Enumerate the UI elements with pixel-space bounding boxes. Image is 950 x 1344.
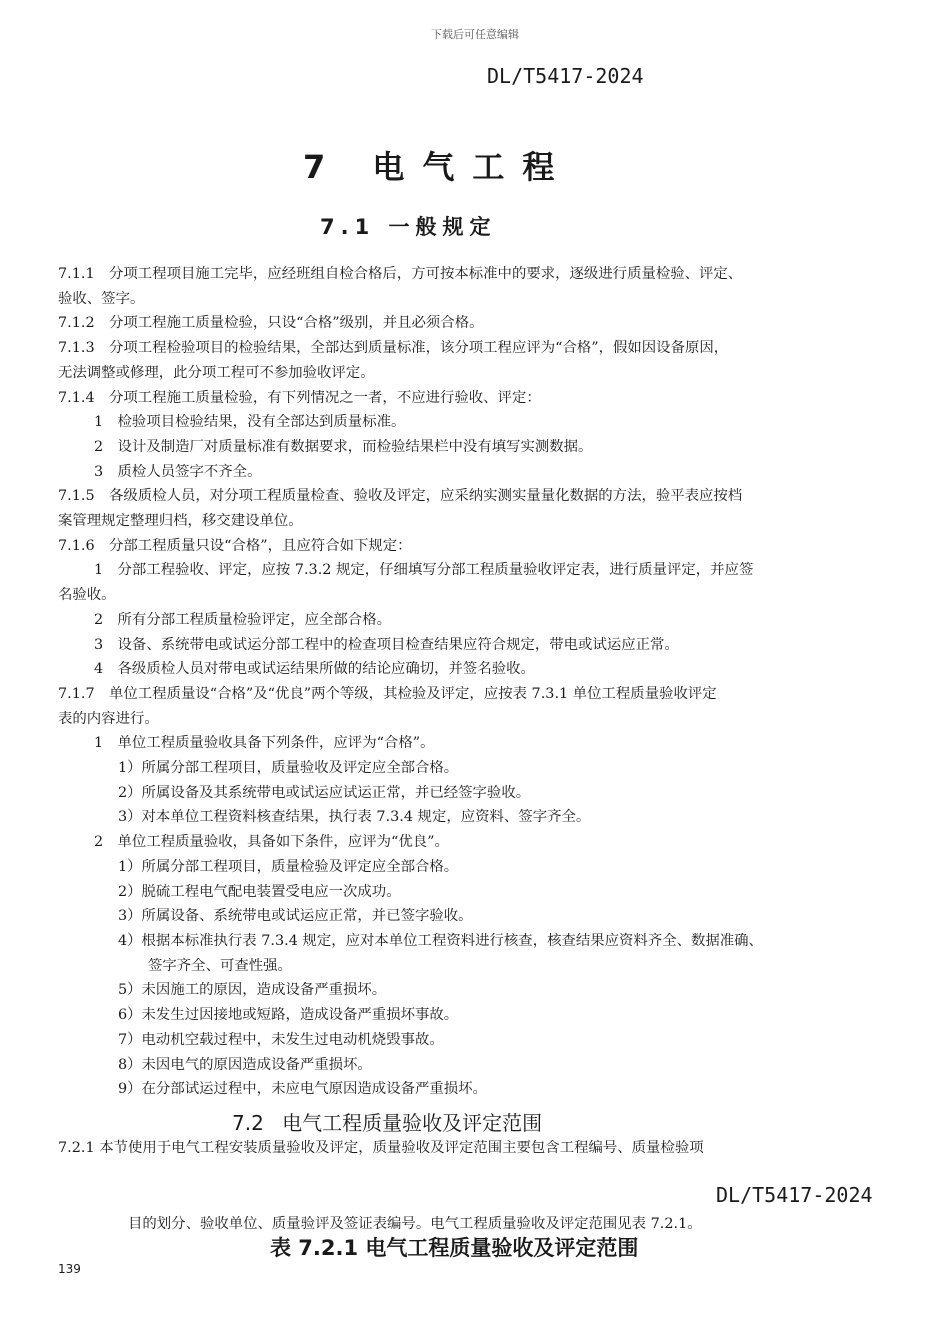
body-line: 7.1.4 分项工程施工质量检验，有下列情况之一者，不应进行验收、评定： [58, 389, 541, 406]
body-line: 5）未因施工的原因，造成设备严重损坏。 [118, 982, 387, 999]
body-line: 验收、签字。 [58, 290, 145, 307]
body-line: 6）未发生过因接地或短路，造成设备严重损坏事故。 [118, 1007, 459, 1024]
paragraph-7-2-1: 7.2.1 本节使用于电气工程安装质量验收及评定，质量验收及评定范围主要包含工程编号、质量检验项 [58, 1140, 704, 1156]
document-code-header: DL/T5417-2024 [487, 64, 644, 88]
body-line: 1 单位工程质量验收具备下列条件，应评为“合格”。 [94, 735, 435, 752]
body-line: 案管理规定整理归档，移交建设单位。 [58, 513, 303, 530]
table-title: 表 7.2.1 电气工程质量验收及评定范围 [270, 1236, 639, 1260]
body-line: 2）脱硫工程电气配电装置受电应一次成功。 [118, 883, 401, 900]
body-line: 1）所属分部工程项目，质量检验及评定应全部合格。 [118, 858, 459, 875]
body-line: 3 质检人员签字不齐全。 [94, 463, 262, 480]
body-line: 3）对本单位工程资料核查结果，执行表 7.3.4 规定，应资料、签字齐全。 [118, 809, 591, 826]
body-line: 2 所有分部工程质量检验评定，应全部合格。 [94, 611, 391, 628]
page-number: 139 [58, 1262, 81, 1276]
body-line: 7）电动机空载过程中，未发生过电动机烧毁事故。 [118, 1031, 444, 1048]
body-line: 1 检验项目检验结果，没有全部达到质量标准。 [94, 414, 406, 431]
body-line: 7.1.7 单位工程质量设“合格”及“优良”两个等级，其检验及评定，应按表 7.3.1 单位工程质量验收评定 [58, 685, 717, 702]
body-line: 3）所属设备、系统带电或试运应正常，并已签字验收。 [118, 908, 473, 925]
watermark-text: 下载后可任意编辑 [431, 28, 519, 41]
section-title-7-2: 7.2 电气工程质量验收及评定范围 [232, 1111, 543, 1135]
body-line: 7.1.5 各级质检人员，对分项工程质量检查、验收及评定，应采纳实测实量量化数据的方法，验平表应按档 [58, 488, 743, 505]
document-code-footer: DL/T5417-2024 [716, 1183, 873, 1207]
body-line: 7.1.1 分项工程项目施工完毕，应经班组自检合格后，方可按本标准中的要求，逐级进行质量检验、评定、 [58, 266, 743, 282]
body-line: 9）在分部试运过程中，未应电气原因造成设备严重损坏。 [118, 1081, 487, 1098]
body-line: 2 设计及制造厂对质量标准有数据要求，而检验结果栏中没有填写实测数据。 [94, 438, 593, 455]
paragraph-continuation: 目的划分、验收单位、质量验评及签证表编号。电气工程质量验收及评定范围见表 7.2.1。 [128, 1216, 702, 1232]
body-line: 无法调整或修理，此分项工程可不参加验收评定。 [58, 364, 375, 381]
body-line: 3 设备、系统带电或试运分部工程中的检查项目检查结果应符合规定，带电或试运应正常。 [94, 636, 679, 653]
body-text [58, 262, 898, 1102]
section-title-7-1: 7.1 一般规定 [320, 215, 497, 239]
body-line: 签字齐全、可查性强。 [148, 957, 292, 974]
body-line: 7.1.3 分项工程检验项目的检验结果，全部达到质量标准，该分项工程应评为“合格”，假如因设备原因， [58, 340, 729, 357]
chapter-title: 7 电气工程 [303, 148, 573, 186]
body-line: 表的内容进行。 [58, 710, 159, 727]
body-line: 名验收。 [58, 587, 116, 604]
body-line: 1）所属分部工程项目，质量验收及评定应全部合格。 [118, 760, 459, 777]
body-line: 2 单位工程质量验收，具备如下条件，应评为“优良”。 [94, 834, 449, 851]
body-line: 7.1.2 分项工程施工质量检验，只设“合格”级别，并且必须合格。 [58, 315, 484, 332]
body-line: 1 分部工程验收、评定，应按 7.3.2 规定，仔细填写分部工程质量验收评定表，进行质量评定，并应签 [94, 562, 754, 579]
body-line: 7.1.6 分部工程质量只设“合格”，且应符合如下规定： [58, 537, 412, 554]
body-line: 4 各级质检人员对带电或试运结果所做的结论应确切，并签名验收。 [94, 661, 535, 678]
body-line: 4）根据本标准执行表 7.3.4 规定，应对本单位工程资料进行核查，核查结果应资料齐全、数据准确、 [118, 932, 763, 949]
body-line: 2）所属设备及其系统带电或试运应试运正常，并已经签字验收。 [118, 784, 531, 801]
body-line: 8）未因电气的原因造成设备严重损坏。 [118, 1056, 372, 1073]
